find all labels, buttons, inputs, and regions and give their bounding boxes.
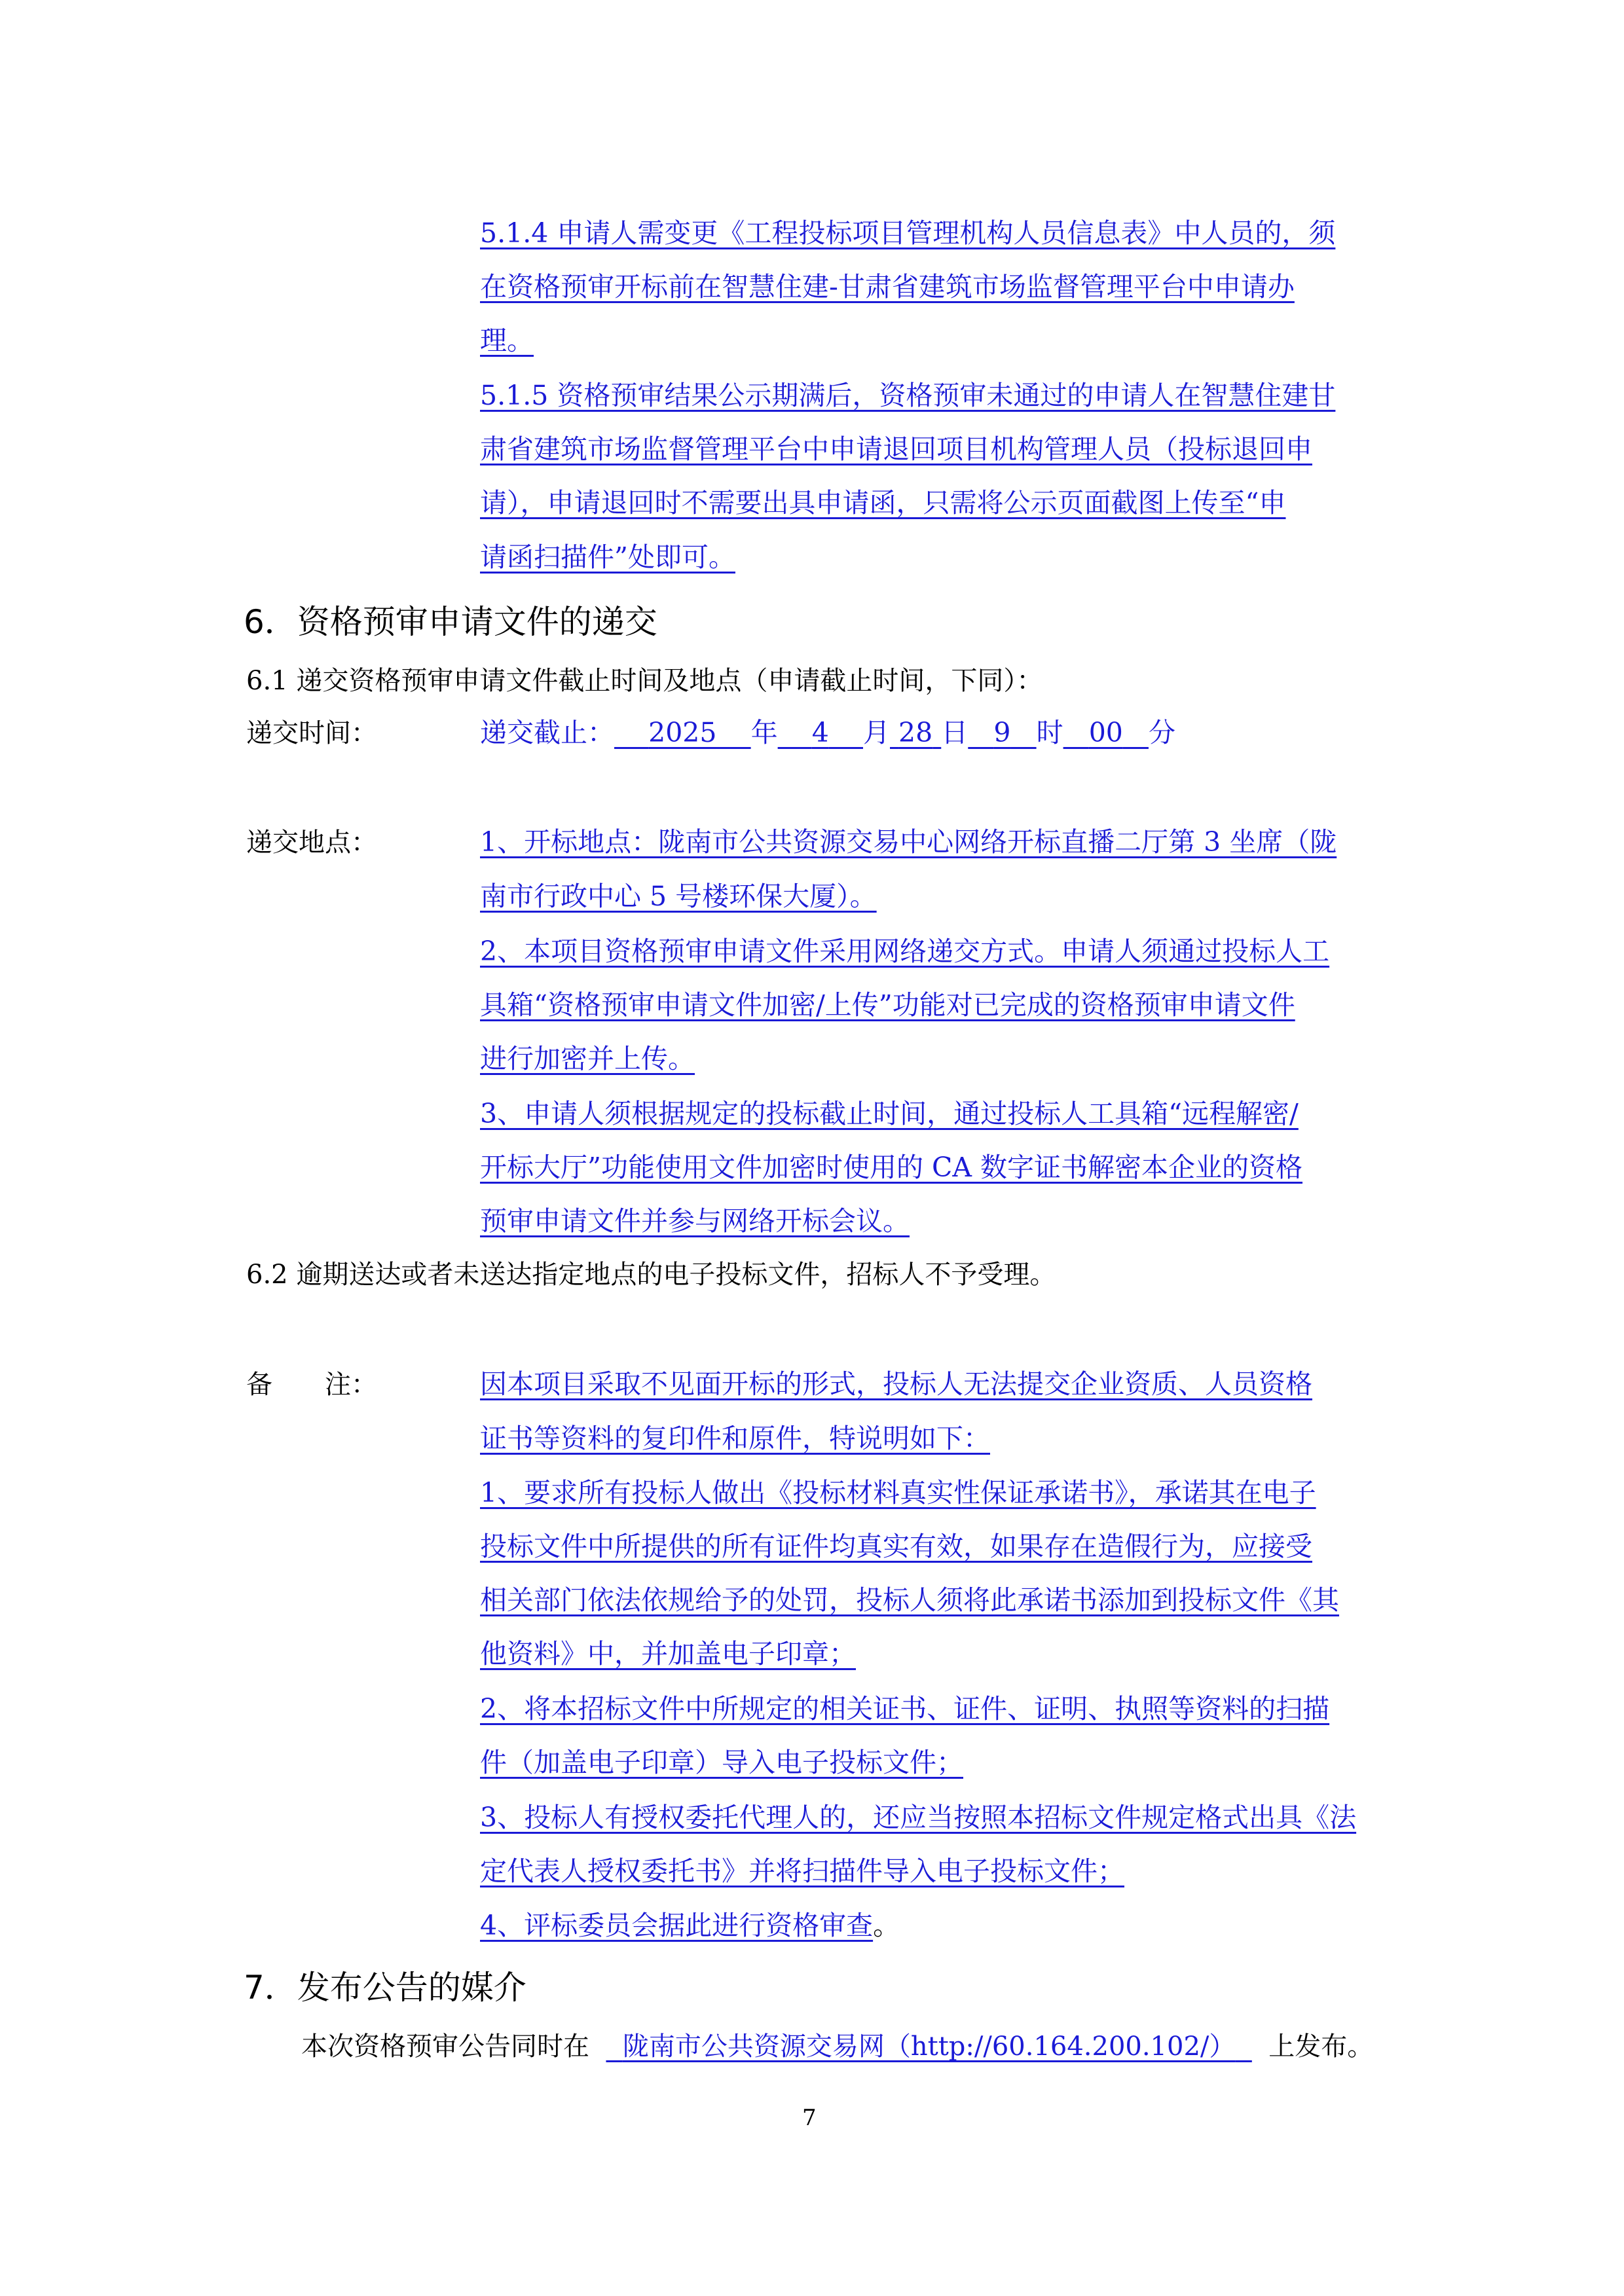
submission-time-label: 递交时间： bbox=[246, 718, 377, 748]
remark-item-3-line-1: 3、投标人有授权委托代理人的，还应当按照本招标文件规定格式出具《法 bbox=[480, 1802, 1357, 1833]
clause-6-1: 6.1 递交资格预审申请文件截止时间及地点（申请截止时间，下同）： bbox=[246, 666, 1043, 696]
deadline-month: 4 bbox=[811, 717, 829, 748]
month-unit: 月 bbox=[863, 717, 890, 748]
clause-5-1-5-line-4: 请函扫描件”处即可。 bbox=[480, 541, 735, 573]
remark-item-1-line-1: 1、要求所有投标人做出《投标材料真实性保证承诺书》，承诺其在电子 bbox=[480, 1477, 1316, 1508]
place-item-2-line-3: 进行加密并上传。 bbox=[480, 1043, 695, 1074]
remark-item-2-line-1: 2、将本招标文件中所规定的相关证书、证件、证明、执照等资料的扫描 bbox=[480, 1693, 1330, 1724]
remark-intro-line-1: 因本项目采取不见面开标的形式，投标人无法提交企业资质、人员资格 bbox=[480, 1368, 1312, 1400]
deadline-hour: 9 bbox=[993, 717, 1011, 748]
remark-item-2-line-2: 件（加盖电子印章）导入电子投标文件； bbox=[480, 1747, 963, 1778]
publication-site-link[interactable]: 陇南市公共资源交易网（http://60.164.200.102/） bbox=[622, 2032, 1236, 2062]
deadline-prefix: 递交截止： bbox=[480, 717, 614, 748]
day-unit: 日 bbox=[941, 717, 969, 748]
submission-deadline bbox=[480, 711, 1175, 750]
place-item-2-line-2: 具箱“资格预审申请文件加密/上传”功能对已完成的资格预审申请文件 bbox=[480, 989, 1295, 1021]
clause-5-1-4-line-3: 理。 bbox=[480, 325, 534, 356]
place-item-3-line-1: 3、申请人须根据规定的投标截止时间，通过投标人工具箱“远程解密/ bbox=[480, 1098, 1299, 1129]
place-item-1-line-2: 南市行政中心 5 号楼环保大厦）。 bbox=[480, 881, 877, 912]
section-7-heading: 7．发布公告的媒介 bbox=[244, 1969, 526, 2007]
publication-pre: 本次资格预审公告同时在 bbox=[301, 2032, 589, 2062]
remark-item-4: 4、评标委员会据此进行资格审查。 bbox=[480, 1910, 900, 1941]
place-item-3-line-2: 开标大厅”功能使用文件加密时使用的 CA 数字证书解密本企业的资格 bbox=[480, 1152, 1303, 1183]
clause-6-2: 6.2 逾期送达或者未送达指定地点的电子投标文件，招标人不予受理。 bbox=[246, 1260, 1056, 1290]
clause-5-1-5-line-1: 5.1.5 资格预审结果公示期满后，资格预审未通过的申请人在智慧住建甘 bbox=[480, 380, 1336, 411]
remark-label: 备 注： bbox=[246, 1370, 377, 1400]
deadline-year: 2025 bbox=[648, 717, 717, 748]
deadline-day: 28 bbox=[898, 717, 933, 748]
clause-5-1-4-line-2: 在资格预审开标前在智慧住建-甘肃省建筑市场监督管理平台中申请办 bbox=[480, 271, 1295, 302]
minute-unit: 分 bbox=[1148, 717, 1175, 748]
clause-5-1-4-line-1: 5.1.4 申请人需变更《工程投标项目管理机构人员信息表》中人员的，须 bbox=[480, 217, 1336, 249]
clause-5-1-5-line-2: 肃省建筑市场监督管理平台中申请退回项目机构管理人员（投标退回申 bbox=[480, 433, 1312, 465]
place-item-2-line-1: 2、本项目资格预审申请文件采用网络递交方式。申请人须通过投标人工 bbox=[480, 936, 1330, 967]
remark-intro-line-2: 证书等资料的复印件和原件，特说明如下： bbox=[480, 1423, 990, 1454]
clause-5-1-5-line-3: 请），申请退回时不需要出具申请函，只需将公示页面截图上传至“申 bbox=[480, 487, 1286, 519]
deadline-minute: 00 bbox=[1088, 717, 1123, 748]
submission-place-label: 递交地点： bbox=[246, 828, 377, 858]
remark-item-3-line-2: 定代表人授权委托书》并将扫描件导入电子投标文件； bbox=[480, 1855, 1124, 1887]
page-number: 7 bbox=[802, 2105, 817, 2131]
publication-sentence bbox=[301, 2026, 1373, 2063]
section-6-heading: 6．资格预审申请文件的递交 bbox=[244, 603, 657, 641]
remark-item-1-line-3: 相关部门依法依规给予的处罚，投标人须将此承诺书添加到投标文件《其 bbox=[480, 1584, 1339, 1616]
remark-item-1-line-4: 他资料》中，并加盖电子印章； bbox=[480, 1638, 856, 1669]
place-item-1-line-1: 1、开标地点：陇南市公共资源交易中心网络开标直播二厅第 3 坐席（陇 bbox=[480, 826, 1337, 858]
publication-post: 上发布。 bbox=[1268, 2032, 1374, 2062]
place-item-3-line-3: 预审申请文件并参与网络开标会议。 bbox=[480, 1205, 910, 1237]
hour-unit: 时 bbox=[1036, 717, 1063, 748]
remark-item-1-line-2: 投标文件中所提供的所有证件均真实有效，如果存在造假行为，应接受 bbox=[480, 1531, 1312, 1562]
year-unit: 年 bbox=[750, 717, 778, 748]
